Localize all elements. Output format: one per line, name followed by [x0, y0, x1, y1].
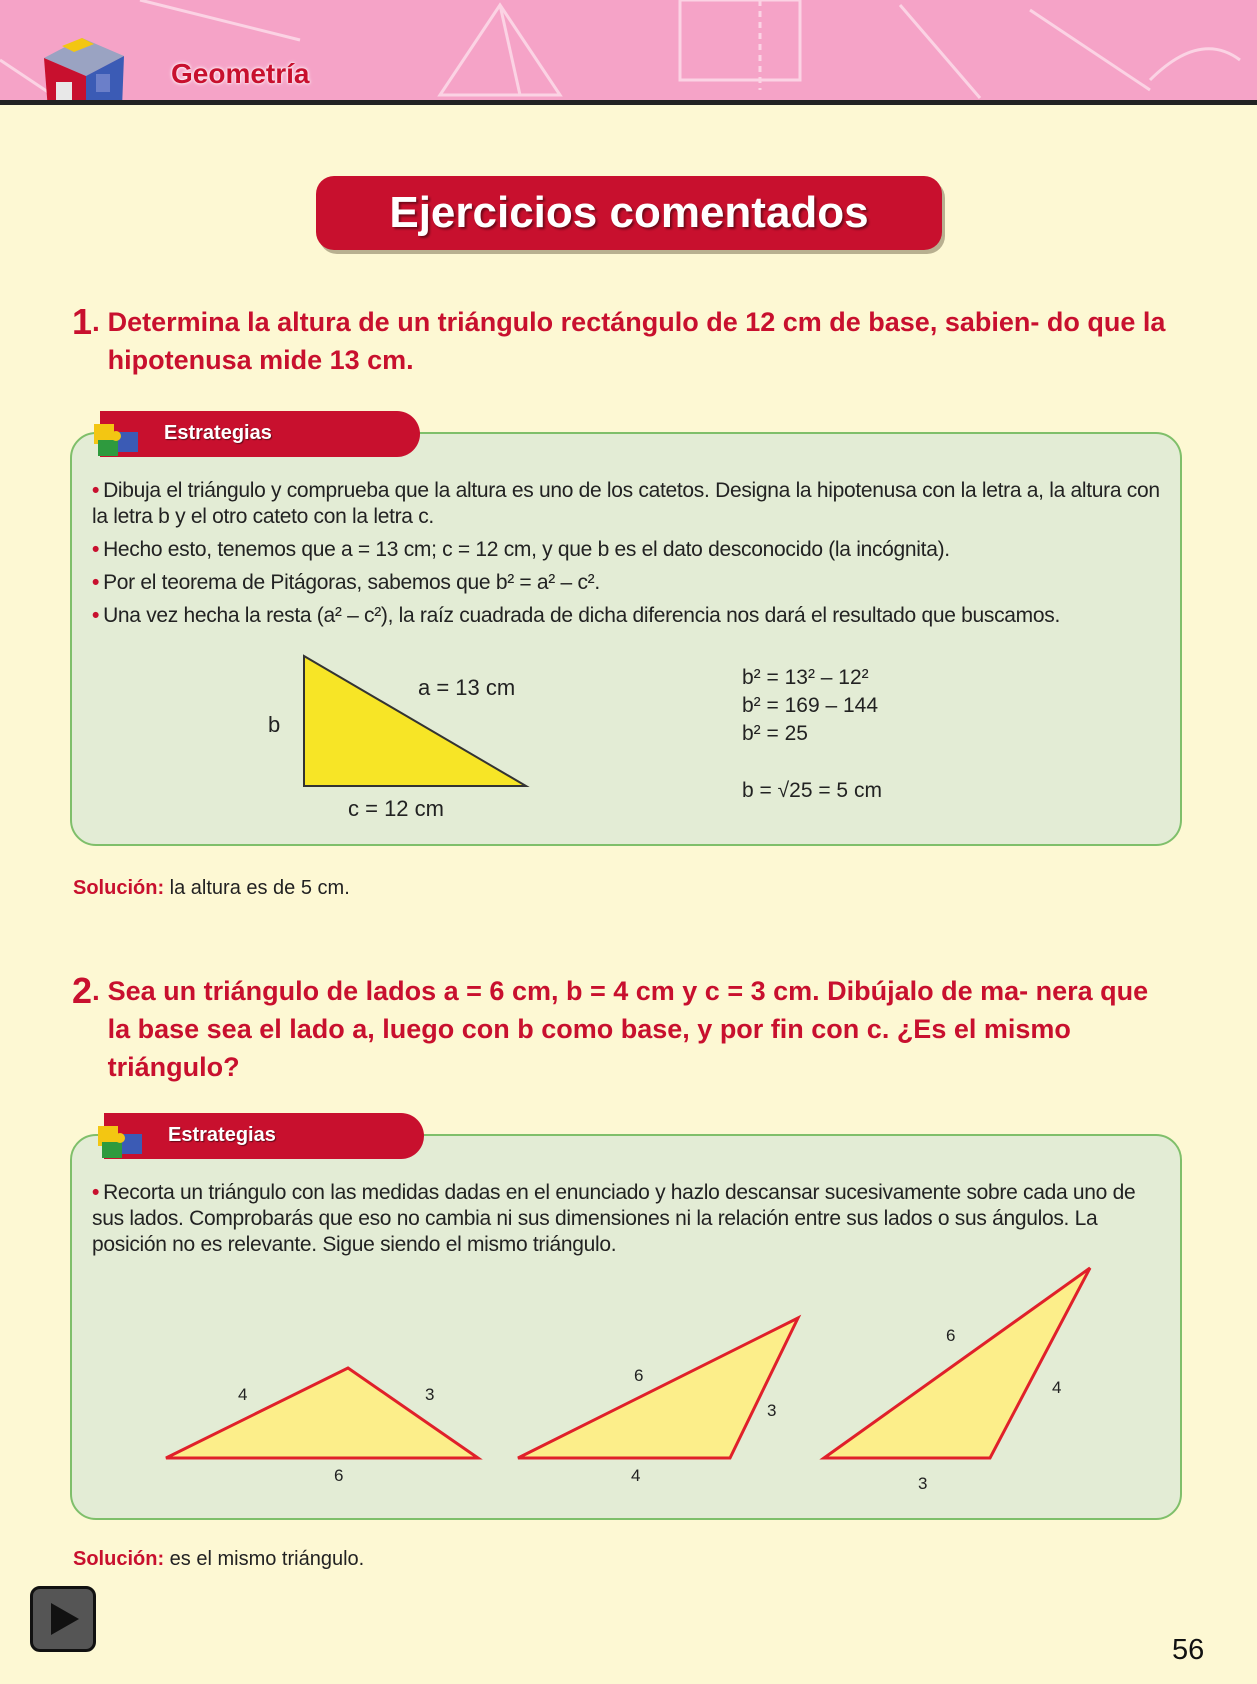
bullet-item: • Una vez hecha la resta (a² – c²), la raíz cuadrada de dicha diferencia nos dará el resultado que buscamos.: [92, 604, 1060, 627]
label-hypotenuse: a = 13 cm: [418, 675, 516, 700]
exercise-text: Sea un triángulo de lados a = 6 cm, b = 4 cm y c = 3 cm. Dibújalo de ma- nera que la base sea el lado a, luego con b como base, y por fin con c. ¿Es el mismo triángulo?: [107, 976, 1149, 1082]
right-triangle-figure: [300, 650, 540, 790]
cube-logo-icon: [34, 30, 130, 100]
exercise-2-statement: 2 . Sea un triángulo de lados a = 6 cm, b = 4 cm y c = 3 cm. Dibújalo de ma- nera que la base sea el lado a, luego con b como base, y por fin con c. ¿Es el mismo triángulo?: [72, 972, 1192, 1086]
triangle-2-label-base: 4: [631, 1466, 641, 1485]
solution-1: [73, 877, 350, 900]
title-banner: [316, 176, 942, 250]
bullet-item: • Hecho esto, tenemos que a = 13 cm; c = 12 cm, y que b es el dato desconocido (la incógnita).: [92, 538, 950, 561]
strategy-bullets-1: [92, 478, 1162, 636]
play-icon: [33, 1589, 93, 1649]
triangle-1-label-right: 3: [425, 1385, 435, 1404]
equation-line: b² = 13² – 12²: [742, 666, 869, 689]
triangle-2-label-top: 6: [634, 1366, 644, 1385]
exercise-text: Determina la altura de un triángulo rectángulo de 12 cm de base, sabien- do que la hipotenusa mide 13 cm.: [107, 307, 1166, 375]
triangle-3-label-top: 6: [946, 1326, 956, 1345]
header-divider: [0, 100, 1257, 105]
equation-line: b² = 169 – 144: [742, 694, 879, 717]
section-title: Geometría: [171, 58, 310, 89]
solution-text: la altura es de 5 cm.: [169, 877, 350, 899]
equation-line: b² = 25: [742, 722, 808, 745]
exercise-number: 1: [72, 301, 93, 342]
strategies-label: Estrategias: [164, 422, 272, 444]
play-button[interactable]: [30, 1586, 96, 1652]
strategies-label: Estrategias: [168, 1124, 276, 1146]
solution-label: Solución:: [73, 877, 165, 899]
page-title: Ejercicios comentados: [389, 188, 869, 237]
puzzle-icon: [92, 1108, 162, 1162]
exercise-1-statement: 1 . Determina la altura de un triángulo rectángulo de 12 cm de base, sabien- do que la hipotenusa mide 13 cm.: [72, 303, 1192, 379]
puzzle-icon: [88, 406, 158, 460]
page-number: 56: [1172, 1634, 1205, 1666]
bullet-item: • Recorta un triángulo con las medidas dadas en el enunciado y hazlo descansar sucesivamente sobre cada uno de sus lados. Comprobarás que eso no cambia ni sus dimensiones ni la relación entre sus lados o sus ángulos. La posición no es relevante. Sigue siendo el mismo triángulo.: [92, 1181, 1136, 1256]
triangle-1-label-base: 6: [334, 1466, 344, 1485]
solution-2: [73, 1548, 364, 1571]
equation-result: b = √25 = 5 cm: [742, 779, 882, 802]
page-header: [0, 0, 1257, 100]
solution-text: es el mismo triángulo.: [169, 1548, 365, 1570]
exercise-number: 2: [72, 970, 93, 1011]
triangle-1-label-left: 4: [238, 1385, 248, 1404]
solution-label: Solución:: [73, 1548, 165, 1570]
triangle-3-label-right: 4: [1052, 1378, 1062, 1397]
label-height: b: [268, 712, 281, 737]
triangles-figure: [0, 1260, 1257, 1500]
bullet-item: • Por el teorema de Pitágoras, sabemos que b² = a² – c².: [92, 571, 600, 594]
bullet-item: • Dibuja el triángulo y comprueba que la altura es uno de los catetos. Designa la hipotenusa con la letra a, la altura con la letra b y el otro cateto con la letra c.: [92, 479, 1160, 528]
label-base: c = 12 cm: [348, 796, 444, 821]
triangle-3-label-base: 3: [918, 1474, 928, 1493]
triangle-2-label-right: 3: [767, 1401, 777, 1420]
strategy-bullets-2: [92, 1180, 1162, 1265]
